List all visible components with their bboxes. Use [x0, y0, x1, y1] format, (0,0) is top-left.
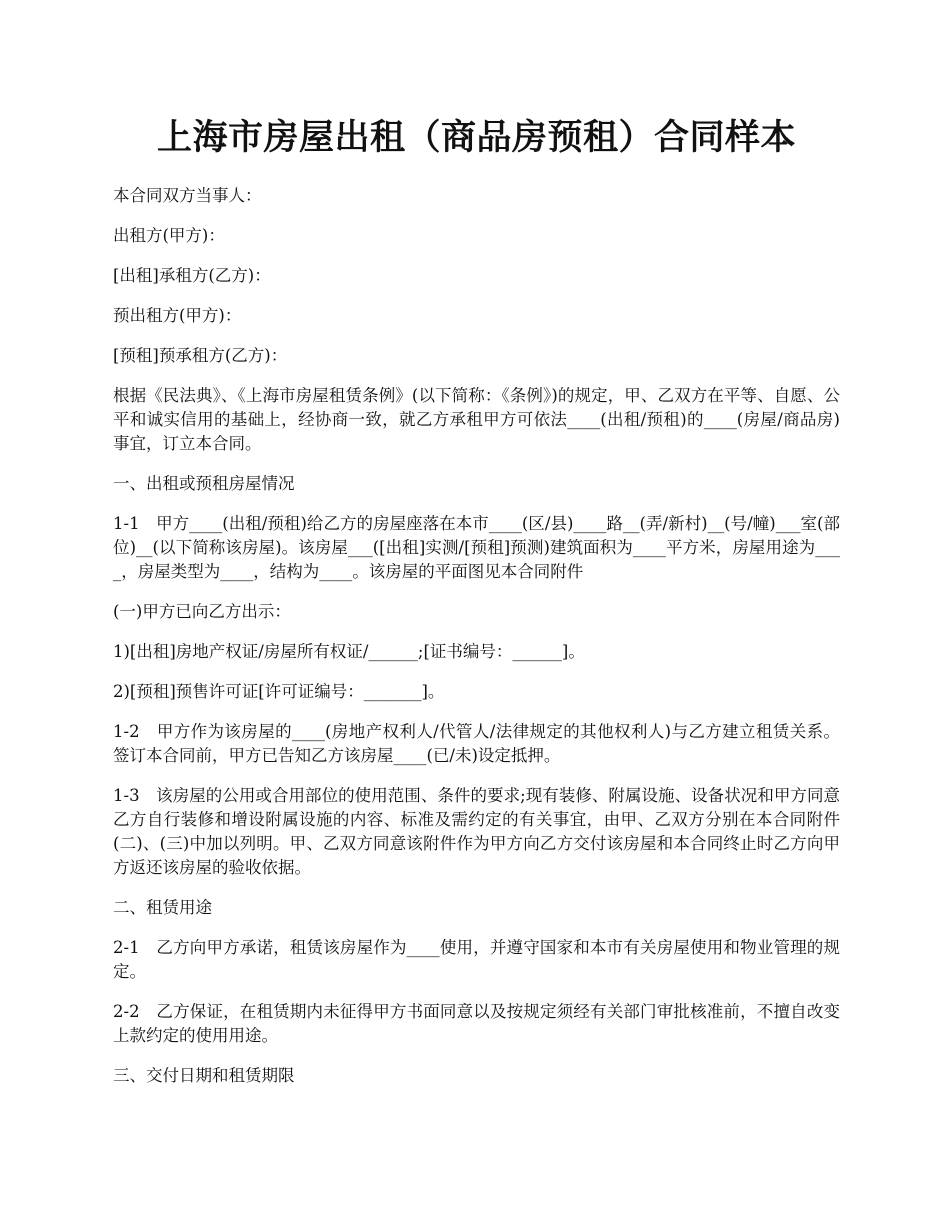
clause-2-1: 2-1 乙方向甲方承诺，租赁该房屋作为____使用，并遵守国家和本市有关房屋使用和物业管理的规定。: [113, 938, 840, 981]
clause-1-1: 1-1 甲方____(出租/预租)给乙方的房屋座落在本市____(区/县)____路__(弄/新村)__(号/幢)___室(部位)__(以下简称该房屋)。该房屋___([出租]实测/[预租]预测)建筑面积为____平方米，房屋用途为____，房屋类型为____，结构为____。该房屋的平面图见本合同附件: [113, 514, 840, 581]
section-heading-3: 三、交付日期和租赁期限: [113, 1066, 295, 1085]
lessee-line: [出租]承租方(乙方)：: [113, 266, 271, 285]
clause-1-2: 1-2 甲方作为该房屋的____(房地产权利人/代管人/法律规定的其他权利人)与乙方建立租赁关系。签订本合同前，甲方已告知乙方该房屋____(已/未)设定抵押。: [113, 722, 840, 765]
section-heading-2: 二、租赁用途: [113, 898, 212, 917]
clause-1-1-item-1: 1)[出租]房地产权证/房屋所有权证/______;[证书编号：______]。: [113, 642, 585, 661]
preamble-paragraph: 根据《民法典》、《上海市房屋租赁条例》(以下简称：《条例》)的规定，甲、乙双方在平等、自愿、公平和诚实信用的基础上，经协商一致，就乙方承租甲方可依法____(出租/预租)的____(房屋/商品房)事宜，订立本合同。: [113, 386, 840, 453]
clause-1-1-shown: (一)甲方已向乙方出示：: [113, 602, 291, 621]
section-heading-1: 一、出租或预租房屋情况: [113, 474, 295, 493]
clause-1-1-item-2: 2)[预租]预售许可证[许可证编号：_______]。: [113, 682, 445, 701]
pre-lessee-line: [预租]预承租方(乙方)：: [113, 346, 288, 365]
pre-lessor-line: 预出租方(甲方)：: [113, 306, 242, 325]
document-title: 上海市房屋出租（商品房预租）合同样本: [156, 117, 796, 158]
clause-2-2: 2-2 乙方保证，在租赁期内未征得甲方书面同意以及按规定须经有关部门审批核准前，不擅自改变上款约定的使用用途。: [113, 1002, 840, 1045]
clause-1-3: 1-3 该房屋的公用或合用部位的使用范围、条件的要求;现有装修、附属设施、设备状况和甲方同意乙方自行装修和增设附属设施的内容、标准及需约定的有关事宜，由甲、乙双方分别在本合同附件(二)、(三)中加以列明。甲、乙双方同意该附件作为甲方向乙方交付该房屋和本合同终止时乙方向甲方返还该房屋的验收依据。: [113, 786, 840, 877]
document-page: [113, 0, 840, 1104]
document-body: [113, 184, 840, 1088]
intro-parties: 本合同双方当事人：: [113, 186, 262, 205]
lessor-line: 出租方(甲方)：: [113, 226, 225, 245]
